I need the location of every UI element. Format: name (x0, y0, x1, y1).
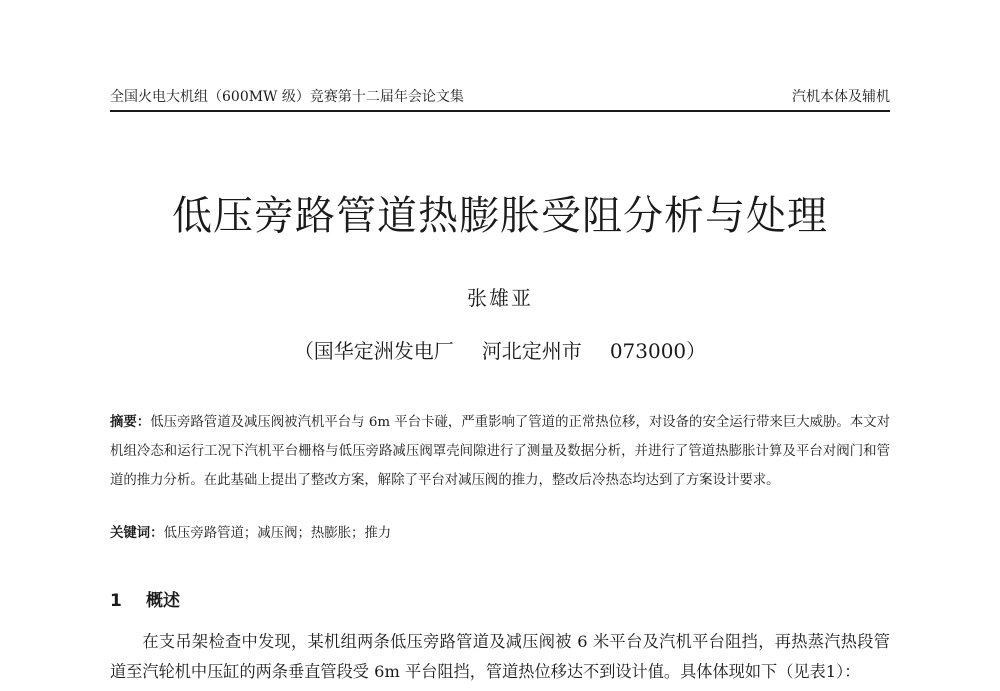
keywords (110, 519, 890, 548)
running-header-proceedings: 全国火电大机组（600MW 级）竞赛第十二届年会论文集 (110, 89, 464, 105)
abstract (110, 408, 890, 495)
section-number: 1 (110, 591, 122, 611)
body-paragraph: 在支吊架检查中发现，某机组两条低压旁路管道及减压阀被 6 米平台及汽机平台阻挡，再热蒸汽热段管道至汽轮机中压缸的两条垂直管段受 6m 平台阻挡，管道热位移达不到设计值。具体体现如下（见表1）： (110, 632, 890, 681)
affiliation-place: 河北定州市 (481, 339, 582, 363)
keywords-label: 关键词： (110, 526, 164, 541)
affiliation-postcode: 073000） (609, 339, 707, 363)
section-title: 概述 (146, 591, 180, 611)
paper-title: 低压旁路管道热膨胀受阻分析与处理 (172, 193, 828, 239)
section-heading (110, 587, 180, 615)
abstract-label: 摘要： (110, 415, 151, 430)
header-rule (110, 110, 890, 112)
author-name: 张雄亚 (467, 286, 533, 310)
running-header-section: 汽机本体及辅机 (792, 89, 890, 105)
author-affiliation (0, 336, 1000, 366)
abstract-text: 低压旁路管道及减压阀被汽机平台与 6m 平台卡碰，严重影响了管道的正常热位移，对设备的安全运行带来巨大威胁。本文对机组冷态和运行工况下汽机平台栅格与低压旁路减压阀罩壳间隙进行了测量及数据分析，并进行了管道热膨胀计算及平台对阀门和管道的推力分析。在此基础上提出了整改方案，解除了平台对减压阀的推力，整改后冷热态均达到了方案设计要求。 (110, 415, 891, 488)
keywords-text: 低压旁路管道；减压阀；热膨胀；推力 (163, 526, 392, 541)
running-header (110, 86, 890, 108)
affiliation-org: （国华定洲发电厂 (293, 339, 454, 363)
